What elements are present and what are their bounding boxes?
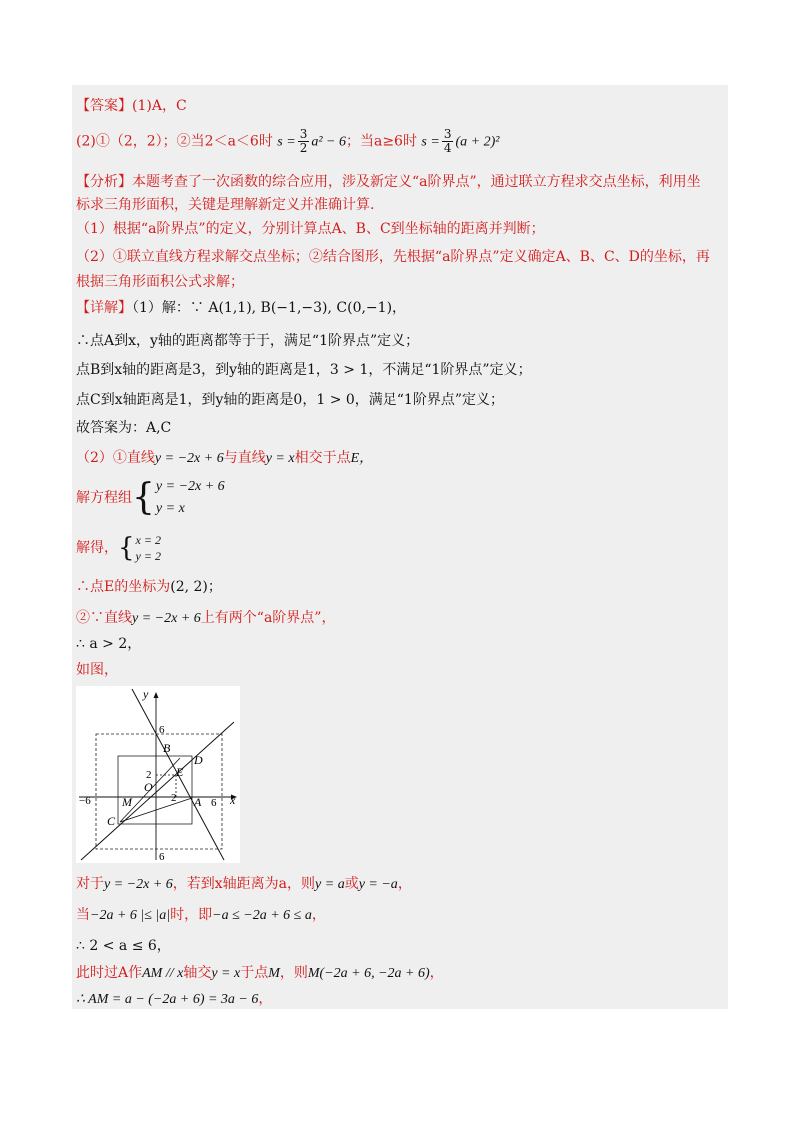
detail-l16f: M [268, 966, 280, 981]
figure-svg [76, 686, 240, 863]
detail-line-9 [76, 577, 222, 597]
detail-l8: 解得， [76, 540, 118, 556]
label-2-x: 2 [171, 792, 177, 804]
detail-l16a: 此时过A作 [76, 965, 143, 981]
detail-l9b: (2, 2)； [170, 579, 222, 595]
brace-1: { [132, 477, 155, 518]
detail-l13c: ，若到x轴距离为a，则 [172, 876, 316, 892]
detail-line-8 [76, 530, 161, 566]
detail-tag: 【详解】 [76, 300, 132, 316]
label-point-b: B [163, 741, 171, 755]
detail-l6b: y = −2x + 6 [154, 451, 224, 466]
y-axis-arrow [154, 692, 159, 698]
equation-system-2: x = 2 y = 2 [135, 533, 161, 563]
answer-p2-lead: (2)①（2，2）；②当 [76, 133, 205, 150]
answer-shi1: 时 [258, 133, 273, 150]
detail-line-10 [76, 608, 335, 629]
detail-l13e: 或 [344, 876, 359, 892]
line-y-equals-x [81, 722, 234, 860]
analysis-line-5: 根据三角形面积公式求解； [76, 274, 244, 290]
equation-system-1: y = −2x + 6 y = x [155, 479, 225, 516]
detail-l16g: ，则 [279, 965, 308, 981]
detail-l10b: y = −2x + 6 [132, 611, 201, 626]
answer-s2: s = [421, 134, 440, 150]
answer-s1: s = [277, 134, 296, 150]
detail-line-14 [76, 905, 326, 926]
label-x-axis: x [230, 793, 236, 807]
brace-2: { [118, 533, 135, 563]
answer-s1-tail: a² − 6 [311, 134, 346, 150]
label-6-bottom: 6 [159, 851, 165, 863]
label-point-m: M [122, 795, 132, 809]
detail-l14a: 当 [76, 907, 90, 923]
answer-frac2: $\frac{3}{4}$ [443, 127, 452, 155]
answer-shi2: 时 [402, 133, 417, 150]
detail-l6a: （2）①直线 [76, 450, 155, 466]
detail-l14b: −2a + 6 |≤ |a| [90, 908, 171, 923]
detail-line-2: ∴点A到x，y轴的距离都等于于，满足“1阶界点”定义； [76, 333, 420, 349]
detail-l17a: ∴ AM = a − (−2a + 6) = 3a − 6 [76, 992, 259, 1007]
detail-line-7 [76, 476, 225, 520]
detail-l9a: ∴点E的坐标为 [76, 579, 171, 595]
detail-l6d: y = x [265, 451, 295, 466]
answer-cond2: a≥6 [373, 133, 403, 150]
detail-l14d: −a ≤ −2a + 6 ≤ a [212, 908, 312, 923]
detail-line-3: 点B到x轴的距离是3，到y轴的距离是1，3 > 1，不满足“1阶界点”定义； [76, 362, 532, 378]
label-2-y: 2 [146, 769, 152, 781]
detail-line-15: ∴ 2 < a ≤ 6， [76, 938, 171, 954]
detail-l13b: y = −2x + 6 [104, 877, 173, 892]
coordinate-figure [76, 686, 240, 863]
analysis-tag: 【分析】 [76, 174, 132, 190]
detail-l10c: 上有两个“a阶界点”， [200, 610, 336, 626]
detail-l17b: ， [258, 991, 273, 1007]
label-point-d: D [194, 753, 203, 767]
answer-s2-tail: (a + 2)² [455, 134, 500, 150]
detail-l16b: AM // x [142, 966, 184, 981]
answer-tag: 【答案】 [76, 98, 132, 114]
label-y-axis: y [143, 687, 149, 701]
label-point-a: A [194, 795, 202, 809]
answer-part1: (1)A，C [132, 98, 187, 114]
detail-l10a: ②∵直线 [76, 610, 132, 626]
detail-l14e: ， [311, 907, 326, 923]
detail-l14c: 时，即 [170, 907, 213, 923]
detail-line-5: 故答案为：A,C [76, 420, 172, 436]
label-point-e: E [176, 765, 184, 779]
analysis-line-3: （1）根据“a阶界点”的定义，分别计算点A、B、C到坐标轴的距离并判断； [76, 221, 545, 237]
outer-dashed-square [96, 734, 222, 849]
detail-l16i: ， [429, 965, 444, 981]
answer-mid: ；当 [345, 133, 374, 150]
detail-l7: 解方程组 [76, 490, 132, 506]
detail-line-1 [76, 298, 406, 318]
analysis-line-2: 标求三角形面积，关键是理解新定义并准确计算. [76, 197, 375, 213]
detail-line-16 [76, 963, 444, 984]
detail-l13g: ， [397, 876, 412, 892]
detail-l6f: E， [350, 451, 374, 466]
detail-l13a: 对于 [76, 876, 104, 892]
detail-l6c: 与直线 [223, 450, 266, 466]
answer-line-1 [76, 96, 187, 116]
label-point-c: C [107, 814, 116, 828]
answer-cond1: 2＜a＜6 [204, 133, 259, 150]
detail-line-13 [76, 874, 412, 895]
analysis-line-4: （2）①联立直线方程求解交点坐标；②结合图形，先根据“a阶界点”定义确定A、B、C、D的坐标，再 [76, 249, 710, 265]
answer-line-2 [76, 128, 499, 155]
detail-l16e: 于点 [240, 965, 269, 981]
detail-line-17 [76, 989, 272, 1010]
analysis-text-1: 本题考查了一次函数的综合应用，涉及新定义“a阶界点”，通过联立方程求交点坐标，利用坐 [132, 174, 701, 190]
label-neg6: −6 [79, 795, 91, 807]
label-6-top: 6 [159, 724, 165, 736]
detail-l16h: M(−2a + 6, −2a + 6) [307, 966, 430, 981]
detail-line-4: 点C到x轴距离是1，到y轴的距离是0，1 > 0，满足“1阶界点”定义； [76, 392, 504, 408]
detail-l13f: y = −a [358, 877, 398, 892]
detail-l16d: y = x [211, 966, 241, 981]
label-6-right: 6 [211, 797, 217, 809]
analysis-line-1 [76, 172, 701, 192]
detail-l1: （1）解：∵ A(1,1), B(−1,−3), C(0,−1)， [132, 300, 407, 316]
detail-l6e: 相交于点 [294, 450, 351, 466]
detail-line-11: ∴ a > 2， [76, 636, 142, 652]
detail-line-12: 如图， [76, 662, 118, 678]
detail-l13d: y = a [315, 877, 345, 892]
answer-frac1: $\frac{3}{2}$ [299, 127, 308, 155]
label-origin: O [144, 780, 153, 794]
detail-l16c: 轴交 [183, 965, 212, 981]
detail-line-6 [76, 448, 373, 469]
